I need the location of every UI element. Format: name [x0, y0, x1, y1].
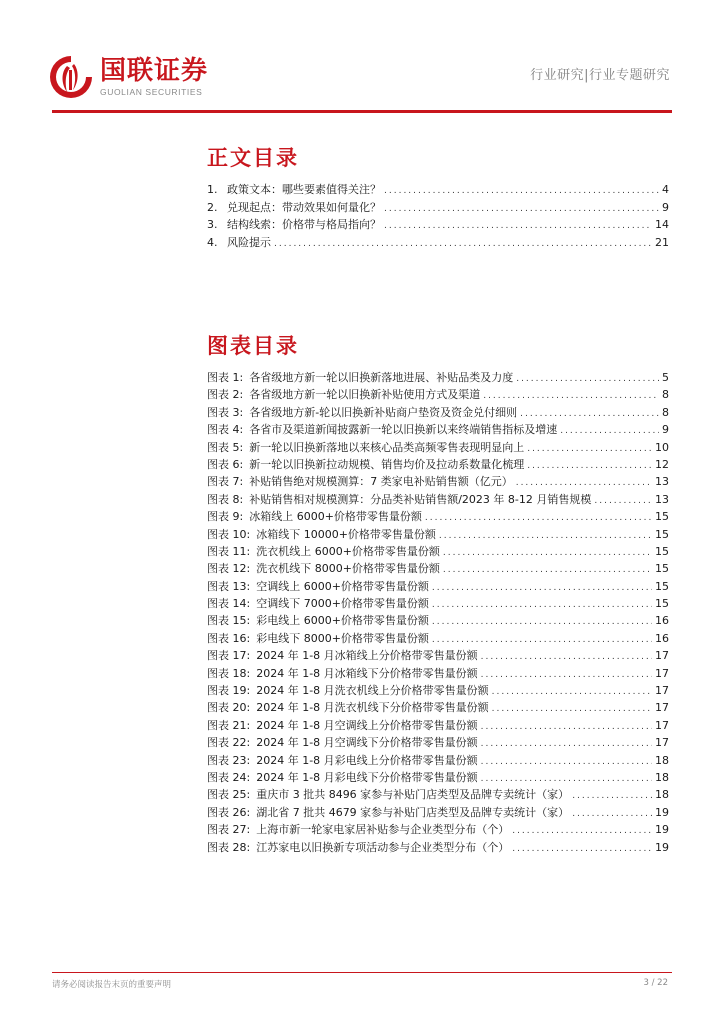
figure-toc-entry[interactable]: [207, 456, 669, 473]
toc-leader-dots: [481, 719, 652, 736]
toc-entry-page: 19: [655, 823, 669, 837]
toc-entry-number: 图表 27:: [207, 823, 251, 837]
brand-name-cn: 国联证券: [100, 56, 209, 86]
toc-entry-number: 3.: [207, 218, 218, 232]
toc-entry-number: 图表 15:: [207, 614, 251, 628]
toc-entry-number: 图表 5:: [207, 440, 244, 454]
figure-toc-entry[interactable]: [207, 630, 669, 647]
toc-entry-page: 14: [655, 218, 669, 232]
toc-entry-number: 图表 16:: [207, 631, 251, 645]
figure-toc-entry[interactable]: [207, 804, 669, 821]
toc-entry-number: 图表 17:: [207, 649, 251, 663]
toc-entry-number: 4.: [207, 236, 218, 250]
page-number: 3 / 22: [643, 978, 668, 988]
toc-entry-title: 江苏家电以旧换新专项活动参与企业类型分布（个）: [256, 840, 510, 854]
toc-entry-number: 图表 8:: [207, 492, 244, 506]
toc-entry-title: 新一轮以旧换新落地以来核心品类高频零售表现明显向上: [249, 440, 525, 454]
figure-toc-entry[interactable]: [207, 439, 669, 456]
toc-leader-dots: [492, 701, 652, 718]
toc-entry-number: 图表 7:: [207, 475, 244, 489]
toc-entry-title: 冰箱线下 10000+价格带零售量份额: [256, 527, 436, 541]
toc-entry-title: 冰箱线上 6000+价格带零售量份额: [249, 510, 422, 524]
body-toc-entry[interactable]: [207, 181, 669, 199]
figure-toc-entry[interactable]: [207, 491, 669, 508]
toc-entry-number: 图表 1:: [207, 371, 244, 384]
brand-name-en: GUOLIAN SECURITIES: [100, 87, 203, 97]
toc-leader-dots: [527, 458, 652, 475]
toc-entry-number: 图表 11:: [207, 544, 251, 558]
toc-leader-dots: [512, 841, 652, 858]
toc-entry-title: 2024 年 1-8 月空调线下分价格带零售量份额: [256, 736, 478, 750]
figure-toc-entry[interactable]: [207, 665, 669, 682]
toc-entry-title: 新一轮以旧换新拉动规模、销售均价及拉动系数量化梳理: [249, 457, 525, 471]
figure-toc-entry[interactable]: [207, 473, 669, 490]
toc-entry-page: 13: [655, 492, 669, 506]
toc-leader-dots: [425, 510, 652, 527]
toc-entry-page: 21: [655, 236, 669, 250]
toc-entry-number: 图表 28:: [207, 840, 251, 854]
toc-entry-page: 16: [655, 614, 669, 628]
toc-entry-number: 图表 25:: [207, 788, 251, 802]
figure-toc-entry[interactable]: [207, 821, 669, 838]
figure-toc-entry[interactable]: [207, 717, 669, 734]
figure-toc-entry[interactable]: [207, 734, 669, 751]
toc-entry-page: 15: [655, 527, 669, 541]
toc-entry-number: 图表 9:: [207, 510, 244, 524]
toc-leader-dots: [432, 614, 652, 631]
toc-leader-dots: [492, 684, 652, 701]
figure-toc-entry[interactable]: [207, 386, 669, 403]
toc-entry-page: 16: [655, 631, 669, 645]
toc-leader-dots: [432, 597, 652, 614]
toc-entry-title: 2024 年 1-8 月空调线上分价格带零售量份额: [256, 718, 478, 732]
toc-leader-dots: [384, 218, 652, 236]
toc-entry-title: 各省级地方新一轮以旧换新补贴使用方式及渠道: [249, 388, 481, 402]
toc-entry-number: 图表 14:: [207, 597, 251, 611]
toc-entry-page: 18: [655, 788, 669, 802]
toc-entry-title: 结构线索：价格带与格局指向？: [227, 218, 381, 232]
toc-leader-dots: [572, 788, 652, 805]
toc-entry-page: 5: [662, 371, 669, 384]
toc-entry-title: 2024 年 1-8 月彩电线上分价格带零售量份额: [256, 753, 478, 767]
toc-leader-dots: [481, 754, 652, 771]
body-toc-list: [207, 181, 669, 252]
toc-entry-title: 政策文本：哪些要素值得关注？: [227, 183, 381, 196]
figure-toc-entry[interactable]: [207, 369, 669, 386]
toc-leader-dots: [384, 183, 659, 201]
toc-entry-title: 风险提示: [227, 236, 271, 250]
toc-entry-number: 2.: [207, 200, 218, 214]
toc-entry-title: 各省级地方新-轮以旧换新补贴商户垫资及资金兑付细则: [249, 405, 518, 419]
header-divider: [52, 110, 672, 113]
toc-leader-dots: [512, 823, 652, 840]
figure-toc-entry[interactable]: [207, 595, 669, 612]
toc-entry-number: 图表 22:: [207, 736, 251, 750]
toc-entry-page: 10: [655, 440, 669, 454]
toc-entry-page: 15: [655, 562, 669, 576]
toc-leader-dots: [481, 649, 652, 666]
toc-entry-title: 兑现起点：带动效果如何量化？: [227, 200, 381, 214]
company-logo: [46, 52, 208, 102]
toc-leader-dots: [443, 545, 652, 562]
toc-leader-dots: [516, 371, 659, 388]
toc-entry-page: 4: [662, 183, 669, 196]
toc-entry-number: 图表 19:: [207, 684, 251, 698]
toc-entry-page: 19: [655, 840, 669, 854]
figure-toc-entry[interactable]: [207, 543, 669, 560]
toc-leader-dots: [274, 236, 652, 254]
body-toc-entry[interactable]: [207, 199, 669, 217]
toc-leader-dots: [572, 806, 652, 823]
toc-entry-page: 18: [655, 770, 669, 784]
figure-toc-entry[interactable]: [207, 752, 669, 769]
toc-entry-number: 图表 18:: [207, 666, 251, 680]
toc-entry-number: 图表 26:: [207, 805, 251, 819]
toc-entry-page: 15: [655, 510, 669, 524]
guolian-logo-icon: [46, 52, 96, 102]
toc-entry-title: 2024 年 1-8 月洗衣机线下分价格带零售量份额: [256, 701, 489, 715]
figure-toc-entry[interactable]: [207, 508, 669, 525]
toc-entry-page: 17: [655, 701, 669, 715]
toc-entry-page: 15: [655, 597, 669, 611]
footer-divider: [52, 972, 672, 973]
page-header: [0, 0, 724, 110]
figure-toc-entry[interactable]: [207, 682, 669, 699]
figure-toc-entry[interactable]: [207, 526, 669, 543]
toc-entry-title: 上海市新一轮家电家居补贴参与企业类型分布（个）: [256, 823, 510, 837]
toc-entry-number: 图表 13:: [207, 579, 251, 593]
toc-entry-title: 2024 年 1-8 月洗衣机线上分价格带零售量份额: [256, 684, 489, 698]
toc-entry-number: 图表 12:: [207, 562, 251, 576]
figure-toc-entry[interactable]: [207, 839, 669, 856]
body-toc-entry[interactable]: [207, 216, 669, 234]
toc-leader-dots: [481, 667, 652, 684]
toc-entry-title: 补贴销售绝对规模测算：7 类家电补贴销售额（亿元）: [249, 475, 513, 489]
figure-toc-title: 图表目录: [207, 333, 299, 358]
toc-leader-dots: [481, 736, 652, 753]
toc-entry-number: 图表 3:: [207, 405, 244, 419]
figure-toc-list: [207, 369, 669, 856]
toc-entry-title: 洗衣机线下 8000+价格带零售量份额: [256, 562, 440, 576]
toc-entry-title: 各省市及渠道新闻披露新一轮以旧换新以来终端销售指标及增速: [249, 423, 558, 437]
toc-entry-page: 17: [655, 649, 669, 663]
toc-entry-title: 彩电线上 6000+价格带零售量份额: [256, 614, 429, 628]
figure-toc-entry[interactable]: [207, 578, 669, 595]
toc-entry-title: 2024 年 1-8 月冰箱线下分价格带零售量份额: [256, 666, 478, 680]
toc-entry-title: 空调线下 7000+价格带零售量份额: [256, 597, 429, 611]
figure-toc-entry[interactable]: [207, 421, 669, 438]
toc-entry-page: 9: [662, 423, 669, 437]
figure-toc-entry[interactable]: [207, 699, 669, 716]
toc-entry-number: 图表 21:: [207, 718, 251, 732]
figure-toc-entry[interactable]: [207, 786, 669, 803]
toc-entry-page: 15: [655, 579, 669, 593]
toc-entry-page: 17: [655, 684, 669, 698]
toc-entry-page: 17: [655, 718, 669, 732]
toc-entry-title: 2024 年 1-8 月冰箱线上分价格带零售量份额: [256, 649, 478, 663]
toc-entry-title: 彩电线下 8000+价格带零售量份额: [256, 631, 429, 645]
toc-leader-dots: [384, 201, 659, 219]
toc-entry-title: 洗衣机线上 6000+价格带零售量份额: [256, 544, 440, 558]
toc-entry-page: 15: [655, 544, 669, 558]
toc-entry-number: 图表 4:: [207, 423, 244, 437]
toc-entry-title: 重庆市 3 批共 8496 家参与补贴门店类型及品牌专卖统计（家）: [256, 788, 570, 802]
toc-entry-title: 各省级地方新一轮以旧换新落地进展、补贴品类及力度: [249, 371, 514, 384]
body-toc-entry[interactable]: [207, 234, 669, 252]
toc-entry-title: 2024 年 1-8 月彩电线下分价格带零售量份额: [256, 770, 478, 784]
toc-entry-page: 17: [655, 666, 669, 680]
toc-leader-dots: [443, 562, 652, 579]
figure-toc-entry[interactable]: [207, 647, 669, 664]
toc-entry-title: 补贴销售相对规模测算：分品类补贴销售额/2023 年 8-12 月销售规模: [249, 492, 592, 506]
toc-entry-number: 图表 24:: [207, 770, 251, 784]
toc-entry-page: 19: [655, 805, 669, 819]
toc-entry-page: 8: [662, 405, 669, 419]
toc-leader-dots: [432, 580, 652, 597]
toc-entry-number: 1.: [207, 183, 218, 196]
figure-toc-entry[interactable]: [207, 560, 669, 577]
toc-entry-page: 12: [655, 457, 669, 471]
report-category: 行业研究|行业专题研究: [530, 68, 670, 83]
toc-entry-page: 18: [655, 753, 669, 767]
toc-leader-dots: [439, 528, 652, 545]
toc-entry-number: 图表 6:: [207, 457, 244, 471]
figure-toc-entry[interactable]: [207, 612, 669, 629]
figure-toc-entry[interactable]: [207, 769, 669, 786]
body-toc-title: 正文目录: [207, 145, 299, 170]
toc-entry-page: 17: [655, 736, 669, 750]
toc-entry-page: 9: [662, 200, 669, 214]
toc-entry-number: 图表 2:: [207, 388, 244, 402]
figure-toc-entry[interactable]: [207, 404, 669, 421]
toc-leader-dots: [560, 423, 659, 440]
toc-leader-dots: [527, 441, 652, 458]
toc-entry-title: 空调线上 6000+价格带零售量份额: [256, 579, 429, 593]
toc-entry-number: 图表 23:: [207, 753, 251, 767]
toc-entry-page: 13: [655, 475, 669, 489]
toc-entry-number: 图表 20:: [207, 701, 251, 715]
toc-entry-page: 8: [662, 388, 669, 402]
footer-disclaimer: 请务必阅读报告末页的重要声明: [52, 980, 172, 990]
toc-entry-title: 湖北省 7 批共 4679 家参与补贴门店类型及品牌专卖统计（家）: [256, 805, 570, 819]
toc-entry-number: 图表 10:: [207, 527, 251, 541]
toc-leader-dots: [594, 493, 652, 510]
